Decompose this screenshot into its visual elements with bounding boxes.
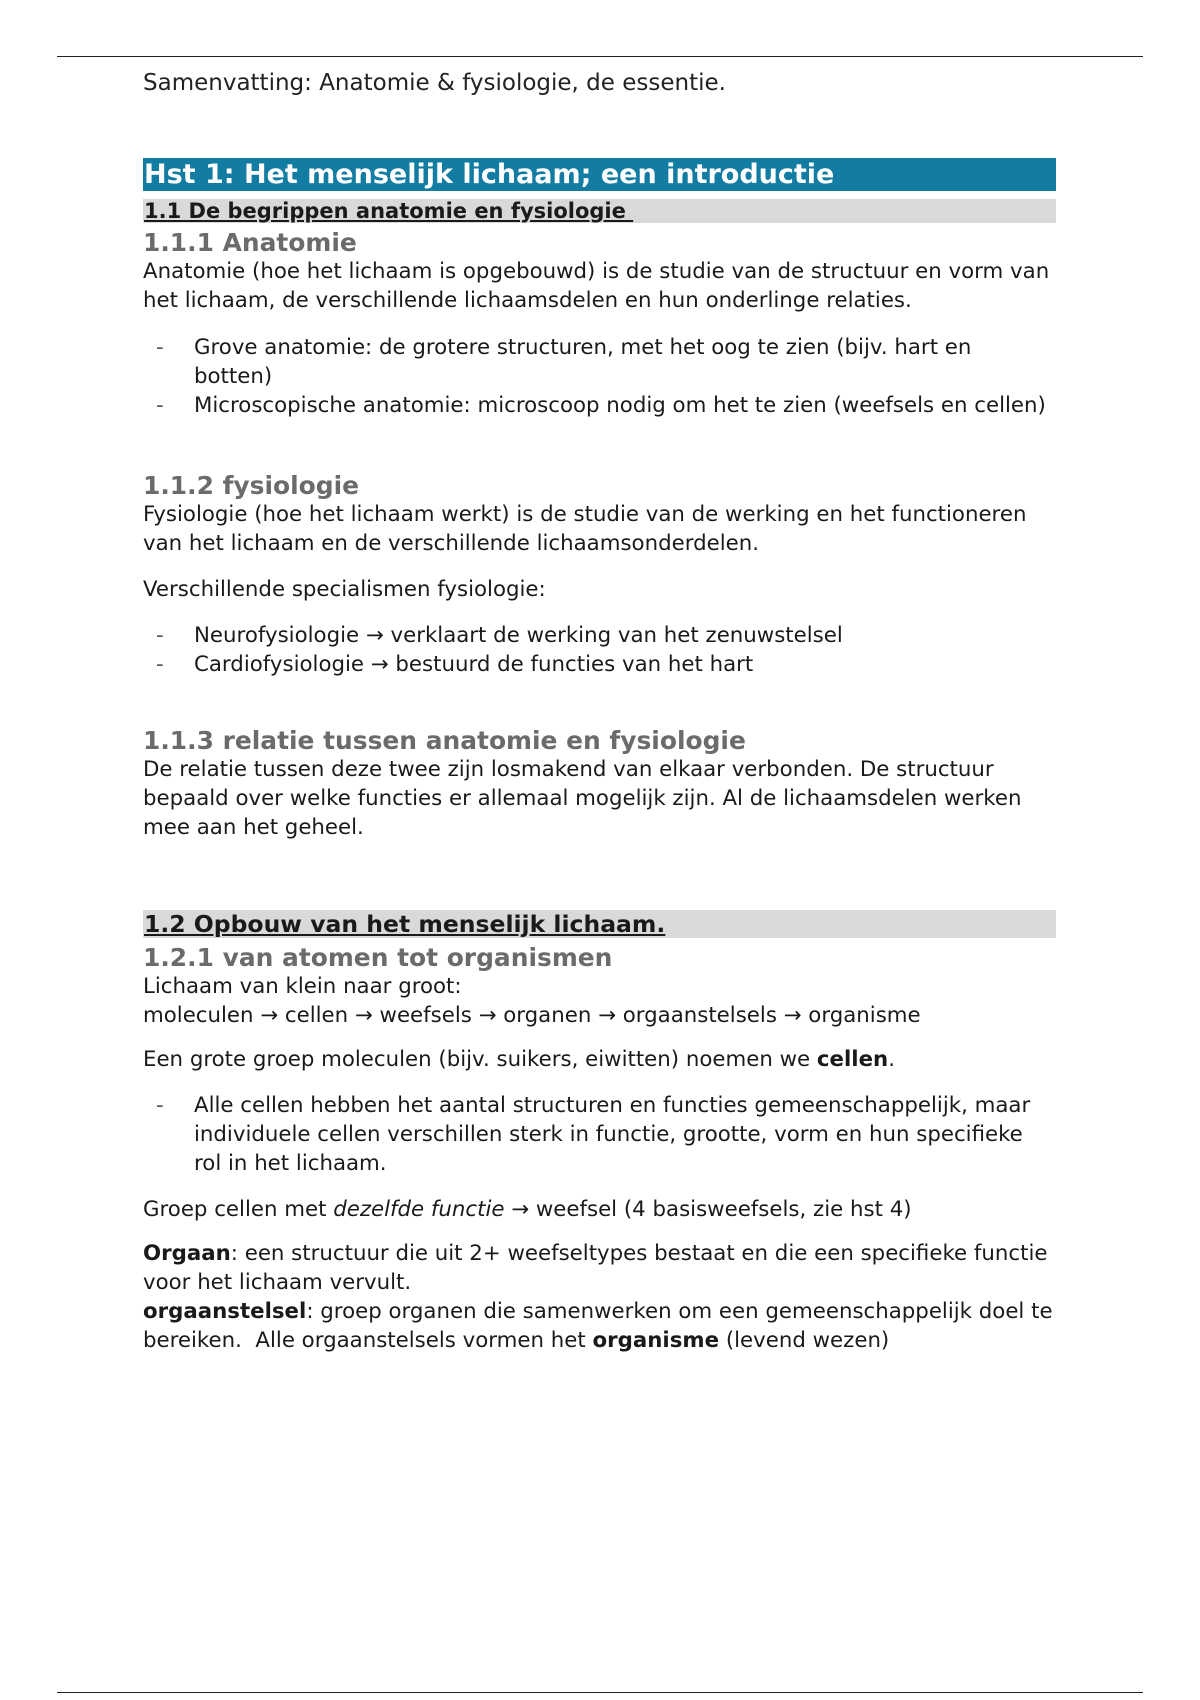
list-item: - Alle cellen hebben het aantal structuren en functies gemeenschappelijk, maar individuele cellen verschillen sterk in functie, grootte, vorm en hun specifieke rol in het lichaam. <box>143 1091 1056 1178</box>
list-item: - Microscopische anatomie: microscoop nodig om het te zien (weefsels en cellen) <box>143 391 1056 420</box>
cells-end: . <box>888 1047 895 1072</box>
paragraph-relatie: De relatie tussen deze twee zijn losmakend van elkaar verbonden. De structuur bepaald over welke functies er allemaal mogelijk zijn. Al de lichaamsdelen werken mee aan het geheel. <box>143 757 1022 840</box>
tissue-end: → weefsel (4 basisweefsels, zie hst 4) <box>504 1197 912 1222</box>
organism-term: organisme <box>592 1328 720 1353</box>
system-text: : groep organen die samenwerken om een gemeenschappelijk doel te bereiken. Alle orgaanstelsels vormen het <box>143 1299 1060 1353</box>
list-item: - Grove anatomie: de grotere structuren, met het oog te zien (bijv. hart en botten) <box>143 333 1056 391</box>
subheading-1-1-1: 1.1.1 Anatomie <box>143 228 357 257</box>
anatomy-list <box>143 333 1056 420</box>
paragraph-fysiologie: Fysiologie (hoe het lichaam werkt) is de studie van de werking en het functioneren van het lichaam en de verschillende lichaamsonderdelen. <box>143 502 1027 556</box>
document-header: Samenvatting: Anatomie & fysiologie, de essentie. <box>143 70 726 96</box>
paragraph-anatomie: Anatomie (hoe het lichaam is opgebouwd) is de studie van de structuur en vorm van het lichaam, de verschillende lichaamsdelen en hun onderlinge relaties. <box>143 259 1050 313</box>
document-body <box>143 158 1060 1355</box>
cells-list <box>143 1091 1056 1178</box>
cells-term: cellen <box>816 1047 889 1072</box>
section-heading-1-2: 1.2 Opbouw van het menselijk lichaam. <box>143 910 1056 938</box>
organ-term: Orgaan <box>143 1241 231 1266</box>
subheading-1-1-3: 1.1.3 relatie tussen anatomie en fysiologie <box>143 726 746 755</box>
organism-text: (levend wezen) <box>719 1328 890 1353</box>
organ-text: : een structuur die uit 2+ weefseltypes bestaat en die een specifieke functie voor het lichaam vervult. <box>143 1241 1048 1295</box>
top-rule <box>57 56 1143 57</box>
paragraph-klein-naar-groot: Lichaam van klein naar groot: <box>143 974 462 999</box>
chapter-heading: Hst 1: Het menselijk lichaam; een introductie <box>143 158 1056 191</box>
system-term: orgaanstelsel <box>143 1299 307 1324</box>
paragraph-orgaan <box>143 1239 1056 1297</box>
tissue-italic: dezelfde functie <box>333 1197 505 1222</box>
list-item: - Cardiofysiologie → bestuurd de functies van het hart <box>143 650 1056 679</box>
subheading-1-2-1: 1.2.1 van atomen tot organismen <box>143 943 613 972</box>
bottom-rule <box>57 1692 1143 1693</box>
subheading-1-1-2: 1.1.2 fysiologie <box>143 471 360 500</box>
section-heading-1-1 <box>143 199 1056 223</box>
cells-text: Een grote groep moleculen (bijv. suikers, eiwitten) noemen we <box>143 1047 817 1072</box>
tissue-text: Groep cellen met <box>143 1197 334 1222</box>
paragraph-specialismen: Verschillende specialismen fysiologie: <box>143 577 546 602</box>
paragraph-cellen <box>143 1045 1056 1074</box>
paragraph-hierarchy: moleculen → cellen → weefsels → organen → orgaanstelsels → organisme <box>143 1003 921 1028</box>
paragraph-weefsel <box>143 1195 1056 1224</box>
paragraph-orgaanstelsel <box>143 1297 1060 1355</box>
list-item: - Neurofysiologie → verklaart de werking van het zenuwstelsel <box>143 621 1056 650</box>
section-heading-1-1-text: 1.1 De begrippen anatomie en fysiologie <box>144 199 634 223</box>
specialism-list <box>143 621 1056 679</box>
